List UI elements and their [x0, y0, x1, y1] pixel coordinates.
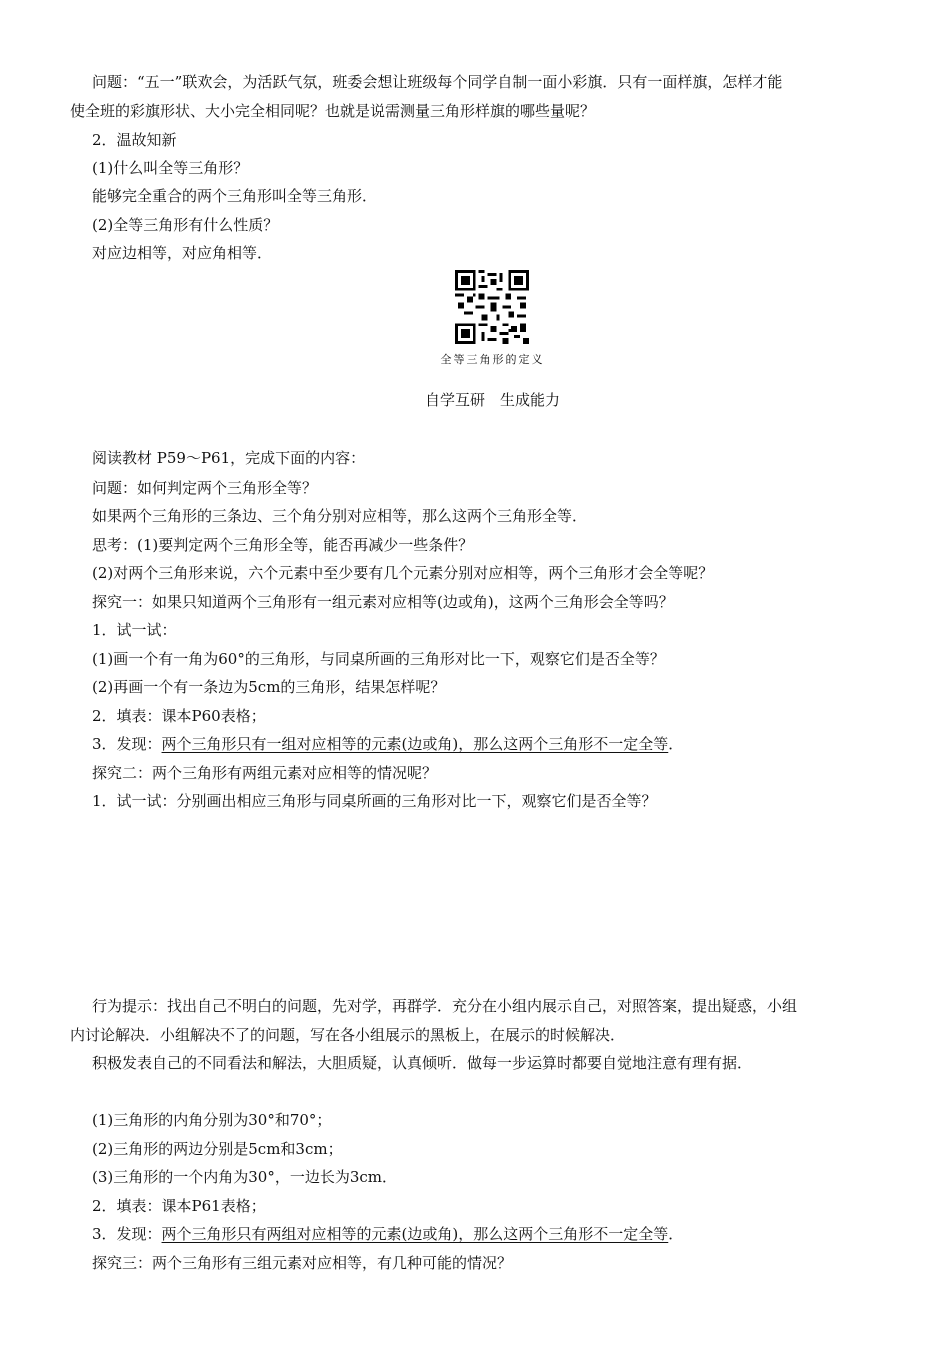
finding-answer: 两个三角形只有两组对应相等的元素(边或角)，那么这两个三角形不一定全等 — [161, 1225, 669, 1243]
think-question-2: (2)对两个三角形来说，六个元素中至少要有几个元素分别对应相等，两个三角形才会全等呢？ — [92, 564, 714, 582]
explore-one-heading: 探究一：如果只知道两个三角形有一组元素对应相等(边或角)，这两个三角形会全等吗？ — [92, 593, 674, 611]
review-question-2: (2)全等三角形有什么性质？ — [92, 216, 279, 234]
study-statement: 如果两个三角形的三条边、三个角分别对应相等，那么这两个三角形全等． — [92, 507, 588, 525]
finding-prefix: 3．发现： — [92, 735, 162, 753]
think-question-1: 思考：(1)要判定两个三角形全等，能否再减少一些条件？ — [92, 536, 474, 554]
tip-line-1: 行为提示：找出自己不明白的问题，先对学，再群学．充分在小组内展示自己，对照答案，提出疑惑，小组 — [92, 997, 798, 1015]
qr-caption: 全等三角形的定义 — [440, 353, 545, 366]
explore-two-heading: 探究二：两个三角形有两组元素对应相等的情况呢？ — [92, 764, 438, 782]
intro-problem-line-2: 使全班的彩旗形状、大小完全相同呢？也就是说需测量三角形样旗的哪些量呢？ — [70, 102, 596, 120]
explore-one-try: 1．试一试： — [92, 621, 177, 639]
explore-two-task-1: (1)三角形的内角分别为30°和70°； — [92, 1111, 332, 1129]
finding-prefix: 3．发现： — [92, 1225, 162, 1243]
explore-two-task-2: (2)三角形的两边分别是5cm和3cm； — [92, 1140, 343, 1158]
explore-one-finding: 3．发现：两个三角形只有一组对应相等的元素(边或角)，那么这两个三角形不一定全等． — [92, 735, 684, 753]
explore-two-try: 1．试一试：分别画出相应三角形与同桌所画的三角形对比一下，观察它们是否全等？ — [92, 792, 657, 810]
review-answer-1: 能够完全重合的两个三角形叫全等三角形． — [92, 187, 378, 205]
explore-three-heading: 探究三：两个三角形有三组元素对应相等，有几种可能的情况？ — [92, 1254, 513, 1272]
explore-two-task-3: (3)三角形的一个内角为30°，一边长为3cm． — [92, 1168, 398, 1186]
review-question-1: (1)什么叫全等三角形？ — [92, 159, 249, 177]
study-question: 问题：如何判定两个三角形全等？ — [92, 479, 318, 497]
review-answer-2: 对应边相等，对应角相等． — [92, 244, 273, 262]
tip-line-2: 内讨论解决．小组解决不了的问题，写在各小组展示的黑板上，在展示的时候解决． — [70, 1026, 626, 1044]
explore-one-task-2: (2)再画一个有一条边为5cm的三角形，结果怎样呢？ — [92, 678, 446, 696]
intro-problem-line-1: 问题：“五一”联欢会，为活跃气氛，班委会想让班级每个同学自制一面小彩旗．只有一面样旗，怎样才能 — [92, 73, 783, 91]
explore-one-task-1: (1)画一个有一角为60°的三角形，与同桌所画的三角形对比一下，观察它们是否全等？ — [92, 650, 665, 668]
tip-line-3: 积极发表自己的不同看法和解法，大胆质疑，认真倾听．做每一步运算时都要自觉地注意有理有据． — [92, 1054, 753, 1072]
reading-instruction: 阅读教材 P59～P61，完成下面的内容： — [92, 449, 366, 467]
explore-two-finding: 3．发现：两个三角形只有两组对应相等的元素(边或角)，那么这两个三角形不一定全等． — [92, 1225, 684, 1243]
section-title: 自学互研 生成能力 — [424, 391, 560, 409]
finding-answer: 两个三角形只有一组对应相等的元素(边或角)，那么这两个三角形不一定全等 — [161, 735, 669, 753]
explore-one-table: 2．填表：课本P60表格； — [92, 707, 266, 725]
qr-code-icon[interactable] — [455, 270, 529, 344]
review-heading: 2．温故知新 — [92, 131, 177, 149]
explore-two-table: 2．填表：课本P61表格； — [92, 1197, 266, 1215]
